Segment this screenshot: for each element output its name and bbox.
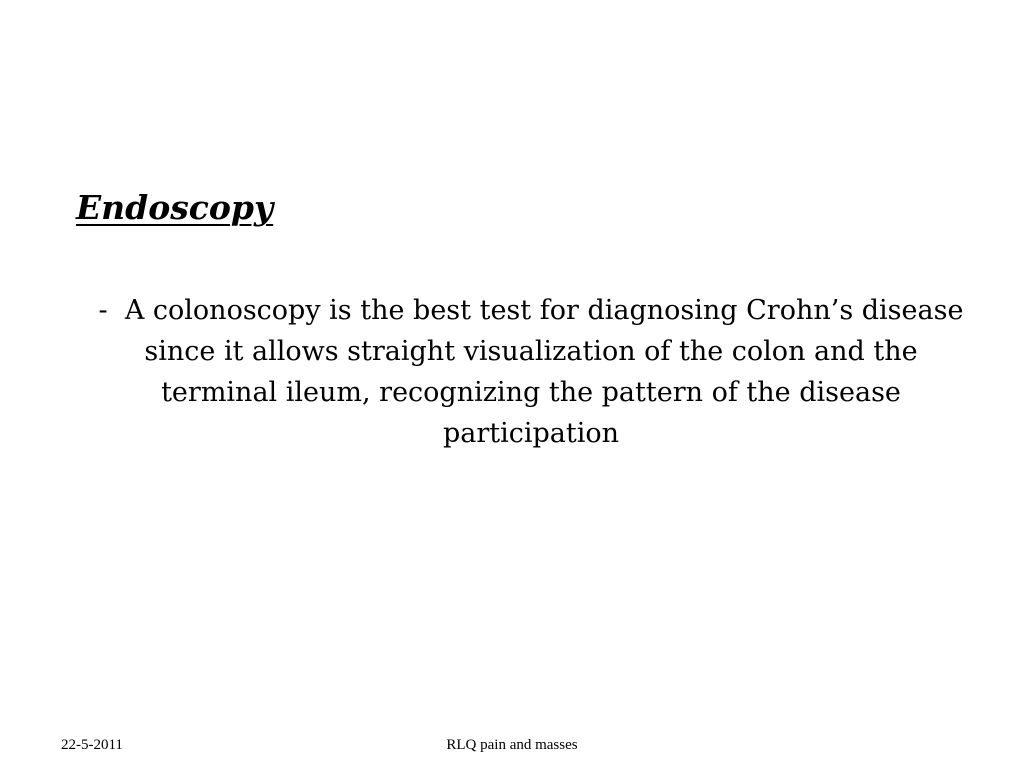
- bullet-marker: -: [98, 295, 108, 326]
- footer-title: RLQ pain and masses: [446, 737, 578, 753]
- bullet-paragraph: [96, 290, 966, 454]
- bullet-text: A colonoscopy is the best test for diagnosing Crohn’s disease since it allows straight visualization of the colon and the terminal ileum, recognizing the pattern of the disease participation: [124, 295, 964, 449]
- footer-date: 22-5-2011: [61, 737, 123, 753]
- slide-heading: Endoscopy: [76, 188, 274, 227]
